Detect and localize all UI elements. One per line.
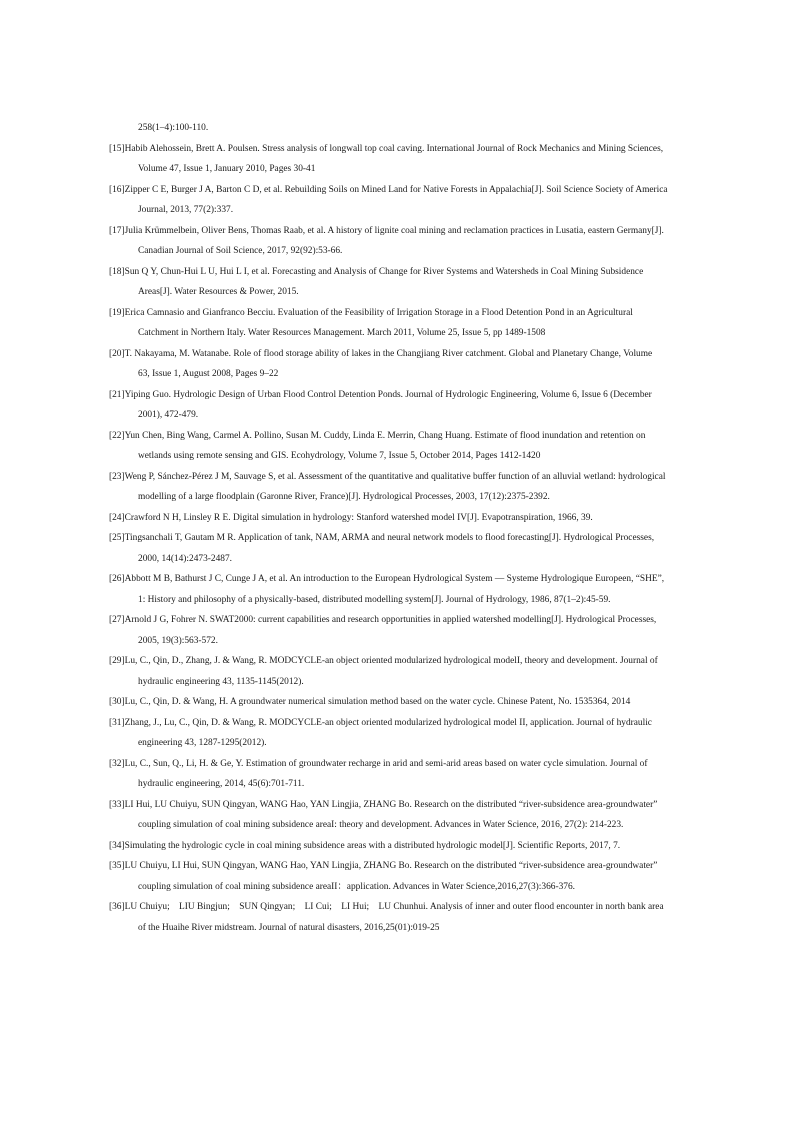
reference-text: Lu, C., Qin, D., Zhang, J. & Wang, R. MODCYCLE-an object oriented modularized hydrological modelI, theory and development. Journal of bbox=[124, 656, 658, 666]
reference-entry bbox=[109, 508, 697, 529]
reference-entry bbox=[109, 692, 697, 713]
reference-text: Simulating the hydrologic cycle in coal mining subsidence areas with a distributed hydrologic model[J]. Scientific Reports, 2017, 7. bbox=[124, 840, 621, 851]
reference-line-1 bbox=[109, 856, 697, 877]
reference-number: [15] bbox=[109, 143, 125, 154]
reference-line-1 bbox=[109, 528, 697, 549]
reference-entry bbox=[109, 426, 697, 467]
reference-line-1 bbox=[109, 897, 697, 918]
reference-entry bbox=[109, 344, 697, 385]
reference-line-2: coupling simulation of coal mining subsidence areaI: theory and development. Advances in Water Science, 2016, 27(2): 214-223. bbox=[138, 820, 624, 830]
reference-text: LI Hui, LU Chuiyu, SUN Qingyan, WANG Hao, YAN Lingjia, ZHANG Bo. Research on the distributed “river-subsidence area-groundwater” bbox=[124, 799, 658, 810]
reference-line-2: wetlands using remote sensing and GIS. Ecohydrology, Volume 7, Issue 5, October 2014, Pages 1412-1420 bbox=[138, 451, 541, 461]
reference-number: [27] bbox=[109, 615, 125, 625]
reference-text: Yiping Guo. Hydrologic Design of Urban Flood Control Detention Ponds. Journal of Hydrologic Engineering, Volume 6, Issue 6 (December bbox=[124, 389, 652, 400]
reference-line-1 bbox=[109, 221, 697, 242]
reference-line-2: 2005, 19(3):563-572. bbox=[138, 635, 218, 646]
reference-number: [34] bbox=[109, 840, 125, 851]
reference-number: [24] bbox=[109, 512, 125, 523]
reference-text: Erica Camnasio and Gianfranco Becciu. Evaluation of the Feasibility of Irrigation Storage in a Flood Detention Pond in an Agricultural bbox=[124, 307, 633, 318]
reference-line-2: Volume 47, Issue 1, January 2010, Pages 30-41 bbox=[138, 164, 316, 174]
reference-entry bbox=[109, 221, 697, 262]
reference-text: Zipper C E, Burger J A, Barton C D, et al. Rebuilding Soils on Mined Land for Native Forests in Appalachia[J]. Soil Science Society of America bbox=[124, 184, 668, 195]
reference-text: Zhang, J., Lu, C., Qin, D. & Wang, R. MODCYCLE-an object oriented modularized hydrological model II, application. Journal of hydraulic bbox=[124, 717, 652, 728]
reference-line-2: 63, Issue 1, August 2008, Pages 9–22 bbox=[138, 369, 279, 379]
reference-text: Yun Chen, Bing Wang, Carmel A. Pollino, Susan M. Cuddy, Linda E. Merrin, Chang Huang. Estimate of flood inundation and retention on bbox=[124, 430, 646, 441]
reference-line-1 bbox=[109, 180, 697, 201]
reference-entry bbox=[109, 836, 697, 857]
reference-line-2: Canadian Journal of Soil Science, 2017, 92(92):53-66. bbox=[138, 246, 343, 256]
reference-text: Abbott M B, Bathurst J C, Cunge J A, et al. An introduction to the European Hydrological System — Systeme Hydrologique Europeen, “SHE”, bbox=[124, 574, 665, 584]
reference-line-2: Catchment in Northern Italy. Water Resources Management. March 2011, Volume 25, Issue 5, pp 1489-1508 bbox=[138, 328, 546, 338]
reference-number: [16] bbox=[109, 184, 125, 195]
reference-line-1 bbox=[109, 467, 697, 488]
reference-line-1 bbox=[109, 836, 697, 857]
reference-entry bbox=[109, 795, 697, 836]
reference-line-2: 2000, 14(14):2473-2487. bbox=[138, 553, 233, 564]
reference-line-2: coupling simulation of coal mining subsidence areaII：application. Advances in Water Science,2016,27(3):366-376. bbox=[138, 881, 575, 892]
reference-entry bbox=[109, 385, 697, 426]
reference-number: [36] bbox=[109, 902, 125, 912]
reference-text: Lu, C., Sun, Q., Li, H. & Ge, Y. Estimation of groundwater recharge in arid and semi-arid areas based on water cycle simulation. Journal of bbox=[124, 758, 648, 769]
reference-entry bbox=[109, 262, 697, 303]
reference-line-1 bbox=[109, 754, 697, 775]
reference-entry bbox=[109, 303, 697, 344]
reference-number: [20] bbox=[109, 348, 125, 359]
reference-text: Habib Alehossein, Brett A. Poulsen. Stress analysis of longwall top coal caving. International Journal of Rock Mechanics and Mining Sciences, bbox=[124, 143, 664, 154]
reference-number: [33] bbox=[109, 799, 125, 810]
reference-line-1 bbox=[109, 651, 697, 672]
reference-entry bbox=[109, 713, 697, 754]
reference-line-1 bbox=[109, 385, 697, 406]
reference-line-1 bbox=[109, 262, 697, 283]
reference-text: Lu, C., Qin, D. & Wang, H. A groundwater numerical simulation method based on the water cycle. Chinese Patent, No. 1535364, 2014 bbox=[124, 697, 631, 707]
reference-number: [21] bbox=[109, 389, 125, 400]
reference-number: [17] bbox=[109, 225, 125, 236]
reference-entry bbox=[109, 897, 697, 938]
reference-line-1 bbox=[109, 795, 697, 816]
reference-line-2: hydraulic engineering 43, 1135-1145(2012). bbox=[138, 676, 304, 687]
reference-text: LU Chuiyu, LI Hui, SUN Qingyan, WANG Hao, YAN Lingjia, ZHANG Bo. Research on the distributed “river-subsidence area-groundwater” bbox=[124, 861, 658, 871]
reference-number: [22] bbox=[109, 430, 125, 441]
reference-text: Sun Q Y, Chun-Hui L U, Hui L I, et al. Forecasting and Analysis of Change for River Systems and Watersheds in Coal Mining Subsidence bbox=[124, 266, 644, 277]
reference-line-1 bbox=[109, 692, 697, 713]
reference-number: [29] bbox=[109, 656, 125, 666]
reference-line-1 bbox=[109, 303, 697, 324]
reference-number: [26] bbox=[109, 574, 125, 584]
reference-line-1 bbox=[109, 426, 697, 447]
reference-line-2: hydraulic engineering, 2014, 45(6):701-711. bbox=[138, 779, 305, 789]
reference-line-1 bbox=[109, 713, 697, 734]
reference-entry bbox=[109, 467, 697, 508]
reference-number: [31] bbox=[109, 717, 125, 728]
reference-number: [18] bbox=[109, 266, 125, 277]
reference-line-1 bbox=[109, 610, 697, 631]
reference-text: Arnold J G, Fohrer N. SWAT2000: current capabilities and research opportunities in applied watershed modelling[J]. Hydrological Processes, bbox=[124, 615, 657, 625]
reference-text: Julia Krümmelbein, Oliver Bens, Thomas Raab, et al. A history of lignite coal mining and reclamation practices in Lusatia, eastern Germany[J]. bbox=[124, 225, 664, 236]
reference-entry bbox=[109, 569, 697, 610]
reference-entry bbox=[109, 856, 697, 897]
reference-entry bbox=[109, 528, 697, 569]
reference-line-1 bbox=[109, 139, 697, 160]
reference-line-2: Areas[J]. Water Resources & Power, 2015. bbox=[138, 287, 299, 297]
reference-number: [30] bbox=[109, 697, 125, 707]
reference-line-2: of the Huaihe River midstream. Journal of natural disasters, 2016,25(01):019-25 bbox=[138, 922, 440, 933]
reference-number: [32] bbox=[109, 758, 125, 769]
reference-number: [19] bbox=[109, 307, 125, 318]
reference-entry bbox=[109, 651, 697, 692]
reference-line-2: 2001), 472-479. bbox=[138, 410, 199, 420]
reference-number: [23] bbox=[109, 471, 125, 482]
reference-entry bbox=[109, 754, 697, 795]
reference-list bbox=[109, 118, 697, 938]
reference-entry bbox=[109, 610, 697, 651]
reference-line-1 bbox=[109, 569, 697, 590]
reference-line-2: Journal, 2013, 77(2):337. bbox=[138, 205, 234, 215]
reference-entry bbox=[109, 180, 697, 221]
reference-number: [35] bbox=[109, 861, 125, 871]
reference-continuation: 258(1–4):100-110. bbox=[138, 123, 209, 133]
reference-text: Weng P, Sánchez-Pérez J M, Sauvage S, et al. Assessment of the quantitative and qualitative buffer function of an alluvial wetland: hydrological bbox=[124, 471, 666, 482]
reference-line-1 bbox=[109, 508, 697, 529]
reference-text: Crawford N H, Linsley R E. Digital simulation in hydrology: Stanford watershed model IV[J]. Evapotranspiration, 1966, 39. bbox=[124, 512, 593, 523]
reference-text: LU Chuiyu; LIU Bingjun; SUN Qingyan; LI Cui; LI Hui; LU Chunhui. Analysis of inner and outer flood encounter in north bank area bbox=[124, 902, 664, 912]
reference-text: T. Nakayama, M. Watanabe. Role of flood storage ability of lakes in the Changjiang River catchment. Global and Planetary Change, Volume bbox=[124, 348, 653, 359]
reference-number: [25] bbox=[109, 533, 125, 543]
reference-line-2: 1: History and philosophy of a physically-based, distributed modelling system[J]. Journal of Hydrology, 1986, 87(1–2):45-59. bbox=[138, 594, 611, 605]
reference-line-2: engineering 43, 1287-1295(2012). bbox=[138, 738, 267, 748]
reference-line-2: modelling of a large floodplain (Garonne River, France)[J]. Hydrological Processes, 2003, 17(12):2375-2392. bbox=[138, 492, 550, 502]
reference-line-1 bbox=[109, 344, 697, 365]
reference-text: Tingsanchali T, Gautam M R. Application of tank, NAM, ARMA and neural network models to flood forecasting[J]. Hydrological Processes, bbox=[124, 533, 655, 543]
reference-entry bbox=[109, 139, 697, 180]
